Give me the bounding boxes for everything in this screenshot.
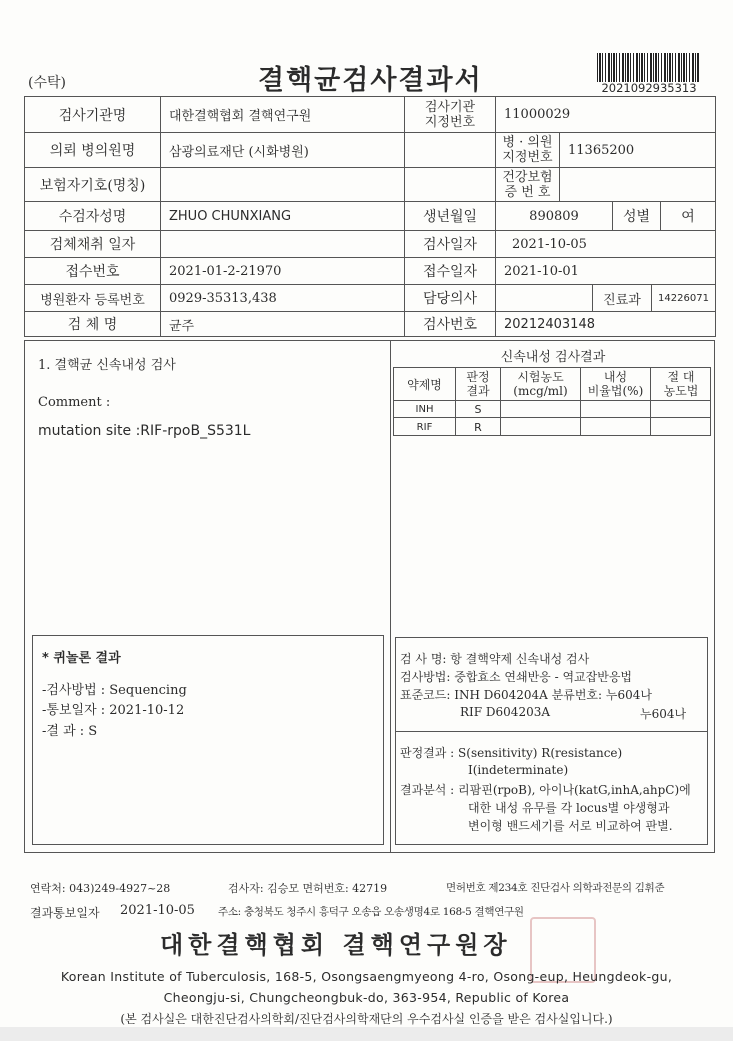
col-concentration: 시험농도 (mcg/ml) — [513, 370, 568, 398]
notify-date-value: 2021-10-05 — [120, 903, 195, 918]
method-class-rif: 누604나 — [640, 707, 687, 721]
table-row-result: R — [474, 420, 482, 434]
method-test-method: 검사방법: 중합효소 연쇄반응 - 역교잡반응법 — [400, 670, 633, 684]
certification-note: (본 검사실은 대한진단검사의학회/진단검사의학재단의 우수검사실 인증을 받은 검사실입니다.) — [120, 1012, 613, 1026]
birth-value: 890809 — [529, 208, 579, 224]
notify-date-label: 결과통보일자 — [30, 906, 100, 920]
reg-no-value: 0929-35313,438 — [169, 290, 277, 306]
patient-name: ZHUO CHUNXIANG — [169, 208, 292, 224]
test-no-value: 20212403148 — [504, 316, 595, 332]
specimen-value: 균주 — [169, 318, 195, 334]
judge-criteria: 판정결과 : S(sensitivity) R(resistance) — [400, 746, 623, 760]
receipt-no-value: 2021-01-2-21970 — [169, 263, 282, 279]
quinolone-result: -결 과 : S — [42, 724, 98, 739]
clinic-code-value: 11365200 — [568, 142, 635, 158]
quinolone-notify-date: -통보일자 : 2021-10-12 — [42, 703, 185, 718]
comment-label: Comment : — [38, 395, 111, 410]
method-test-name: 검 사 명: 항 결핵약제 신속내성 검사 — [400, 652, 590, 666]
barcode-number: 2021092935313 — [601, 81, 697, 95]
quinolone-box — [32, 635, 384, 845]
doctor-label: 담당의사 — [422, 291, 478, 307]
col-drug: 약제명 — [407, 377, 442, 392]
receipt-date-value: 2021-10-01 — [504, 263, 579, 279]
test-title: 1. 결핵균 신속내성 검사 — [38, 358, 176, 373]
col-judge: 판정 결과 — [466, 370, 490, 398]
consignment-tag: (수탁) — [28, 75, 66, 91]
col-absolute: 절 대 농도법 — [663, 370, 699, 398]
table-row-drug: RIF — [416, 421, 433, 433]
quinolone-title: * 퀴놀론 결과 — [42, 651, 121, 666]
birth-label: 생년월일 — [422, 209, 478, 225]
table-row-drug: INH — [415, 403, 434, 415]
collect-label: 검체채취 일자 — [49, 237, 136, 253]
mutation-site: mutation site :RIF-rpoB_S531L — [38, 423, 251, 439]
collect-value — [161, 231, 404, 257]
organization-name: 대한결핵협회 결핵연구원장 — [160, 930, 512, 959]
method-std-code: 표준코드: INH D604204A 분류번호: 누604나 — [400, 688, 652, 702]
barcode — [597, 53, 699, 82]
insurer-value — [161, 168, 495, 201]
korean-address: 주소: 충청북도 청주시 흥덕구 오송읍 오송생명4로 168-5 결핵연구원 — [218, 906, 524, 918]
specimen-label: 검 체 명 — [67, 317, 118, 333]
clinic-code-label: 병 · 의원 지정번호 — [502, 135, 553, 165]
health-no-label: 건강보험 증 번 호 — [502, 169, 553, 200]
col-ratio: 내성 비율법(%) — [587, 370, 644, 398]
clinic-label: 의뢰 병의원명 — [49, 143, 136, 159]
test-no-label: 검사번호 — [422, 317, 478, 333]
analysis-text-3: 변이형 밴드세기를 서로 비교하여 판별. — [468, 819, 673, 833]
receipt-date-label: 접수일자 — [422, 264, 478, 280]
doctor-value — [496, 285, 592, 311]
institution-label: 검사기관명 — [58, 107, 127, 124]
quinolone-method: -검사방법 : Sequencing — [42, 683, 187, 698]
receipt-no-label: 접수번호 — [65, 264, 120, 280]
examiner-info: 검사자: 김승모 면허번호: 42719 — [228, 882, 388, 895]
inst-code-value: 11000029 — [504, 107, 571, 122]
english-address-line1: Korean Institute of Tuberculosis, 168-5, Osongsaengmyeong 4-ro, Osong-eup, Heungdeok-gu, — [60, 969, 673, 984]
analysis-text: 결과분석 : 리팜핀(rpoB), 아이나(katG,inhA,ahpC)에 — [400, 783, 691, 797]
analysis-text-2: 대한 내성 유무를 각 locus별 야생형과 — [468, 801, 670, 815]
contact-info: 연락처: 043)249-4927~28 — [30, 882, 171, 895]
test-date-label: 검사일자 — [422, 237, 478, 253]
clinic-value: 삼광의료재단 (시화병원) — [169, 144, 309, 160]
english-address-line2: Cheongju-si, Chungcheongbuk-do, 363-954, Republic of Korea — [163, 990, 570, 1005]
institution-value: 대한결핵협회 결핵연구원 — [169, 109, 312, 124]
sex-label: 성별 — [622, 209, 651, 225]
license-info: 면허번호 제234호 진단검사 의학과전문의 김휘준 — [446, 882, 665, 894]
test-date-value: 2021-10-05 — [512, 236, 587, 252]
judge-criteria-2: I(indeterminate) — [468, 763, 569, 777]
susceptibility-title: 신속내성 검사결과 — [500, 349, 606, 365]
dept-value: 14226071 — [658, 292, 709, 304]
insurer-label: 보험자기호(명칭) — [39, 177, 146, 194]
table-row-result: S — [474, 402, 482, 416]
health-no-value — [560, 168, 715, 201]
patient-label: 수검자성명 — [58, 209, 127, 225]
sex-value: 여 — [681, 209, 695, 225]
page-title: 결핵균검사결과서 — [258, 65, 483, 96]
method-std-code-rif: RIF D604203A — [460, 705, 551, 719]
reg-no-label: 병원환자 등록번호 — [40, 292, 145, 308]
inst-code-label: 검사기관 지정번호 — [424, 99, 476, 130]
dept-label: 진료과 — [603, 292, 641, 308]
